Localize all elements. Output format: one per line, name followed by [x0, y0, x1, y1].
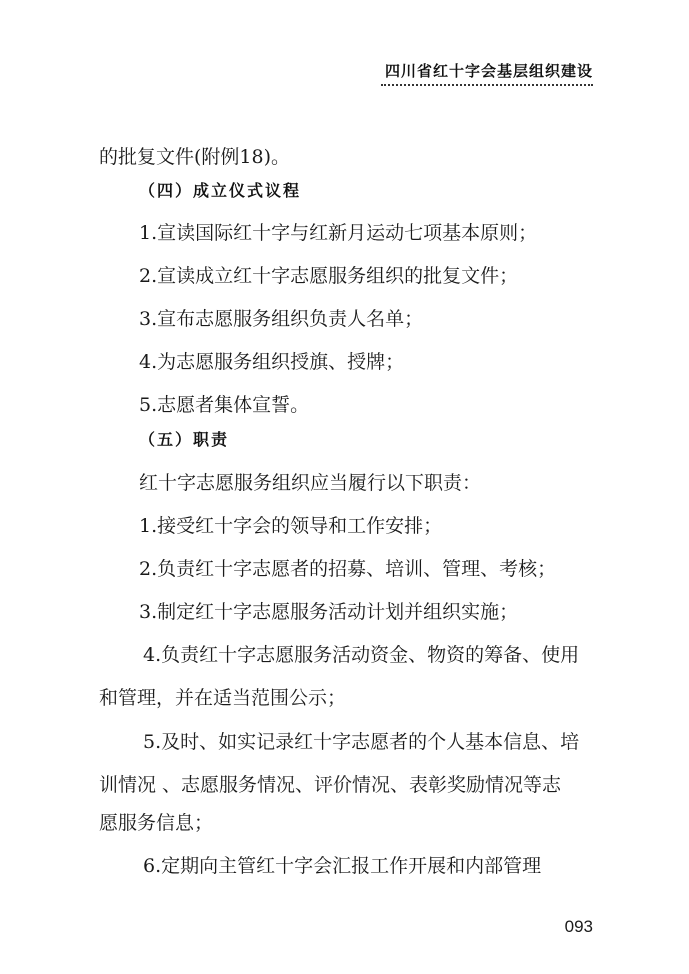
- list-item: 6.定期向主管红十字会汇报工作开展和内部管理: [143, 855, 542, 877]
- list-item-continuation: 和管理，并在适当范围公示；: [99, 687, 347, 709]
- list-item-continuation: 愿服务信息；: [99, 812, 214, 834]
- list-item: 3.宣布志愿服务组织负责人名单；: [139, 308, 424, 330]
- list-item: 4.负责红十字志愿服务活动资金、物资的筹备、使用: [143, 644, 580, 666]
- list-item: 1.接受红十字会的领导和工作安排；: [139, 515, 443, 537]
- list-item: 4.为志愿服务组织授旗、授牌；: [139, 351, 405, 373]
- list-item: 2.宣读成立红十字志愿服务组织的批复文件；: [139, 265, 519, 287]
- list-item: 3.制定红十字志愿服务活动计划并组织实施；: [139, 601, 519, 623]
- running-header-title: 四川省红十字会基层组织建设: [384, 62, 593, 80]
- list-item-continuation: 训情况 、志愿服务情况、评价情况、表彰奖励情况等志: [99, 774, 562, 796]
- page-number: 093: [564, 917, 593, 936]
- section-heading-duties: （五）职责: [139, 430, 230, 449]
- list-item: 1.宣读国际红十字与红新月运动七项基本原则；: [139, 222, 538, 244]
- header-dotted-rule: [381, 84, 593, 86]
- list-item: 2.负责红十字志愿者的招募、培训、管理、考核；: [139, 558, 557, 580]
- body-line: 的批复文件(附例18)。: [99, 146, 291, 168]
- section-heading-ceremony: （四）成立仪式议程: [139, 181, 302, 200]
- list-item: 5.志愿者集体宣誓。: [139, 394, 310, 416]
- body-line: 红十字志愿服务组织应当履行以下职责：: [139, 472, 482, 494]
- list-item: 5.及时、如实记录红十字志愿者的个人基本信息、培: [143, 731, 580, 753]
